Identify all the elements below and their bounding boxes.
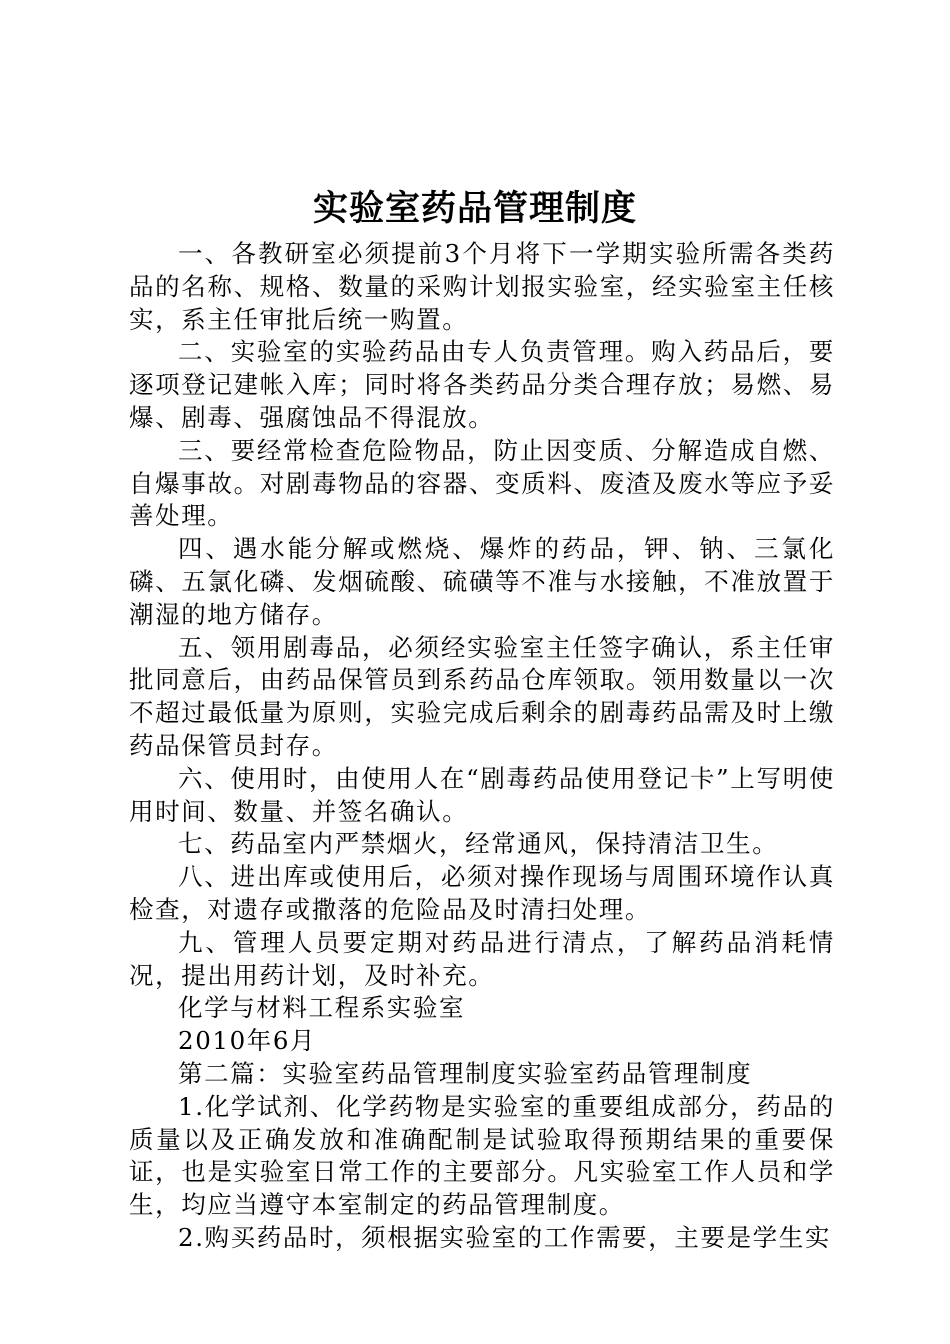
section-heading: 第二篇：实验室药品管理制度实验室药品管理制度 [178, 1058, 753, 1088]
paragraph-5: 五、领用剧毒品，必须经实验室主任签字确认，系主任审批同意后，由药品保管员到系药品仓库领取。领用数量以一次不超过最低量为原则，实验完成后剩余的剧毒药品需及时上缴药品保管员封存。 [129, 632, 835, 760]
document-body [129, 238, 835, 1255]
document-title: 实验室药品管理制度 [312, 188, 637, 229]
paragraph-6: 六、使用时，由使用人在“剧毒药品使用登记卡”上写明使用时间、数量、并签名确认。 [129, 763, 835, 826]
paragraph-12: 1.化学试剂、化学药物是实验室的重要组成部分，药品的质量以及正确发放和准确配制是试验取得预期结果的重要保证，也是实验室日常工作的主要部分。凡实验室工作人员和学生，均应当遵守本室制定的药品管理制度。 [129, 1091, 835, 1220]
paragraph-8: 八、进出库或使用后，必须对操作现场与周围环境作认真检查，对遗存或撒落的危险品及时清扫处理。 [129, 862, 835, 924]
paragraph-4: 四、遇水能分解或燃烧、爆炸的药品，钾、钠、三氯化磷、五氯化磷、发烟硫酸、硫磺等不准与水接触，不准放置于潮湿的地方储存。 [129, 534, 835, 629]
paragraph-3: 三、要经常检查危险物品，防止因变质、分解造成自燃、自爆事故。对剧毒物品的容器、变质料、废渣及废水等应予妥善处理。 [129, 435, 835, 531]
paragraph-13: 2.购买药品时，须根据实验室的工作需要，主要是学生实 [178, 1222, 831, 1252]
paragraph-9: 九、管理人员要定期对药品进行清点，了解药品消耗情况，提出用药计划，及时补充。 [129, 927, 835, 990]
signature-department: 化学与材料工程系实验室 [178, 993, 466, 1023]
signature-date: 2010年6月 [178, 1026, 317, 1056]
paragraph-1: 一、各教研室必须提前3个月将下一学期实验所需各类药品的名称、规格、数量的采购计划报实验室，经实验室主任核实，系主任审批后统一购置。 [129, 239, 835, 334]
paragraph-2: 二、实验室的实验药品由专人负责管理。购入药品后，要逐项登记建帐入库；同时将各类药品分类合理存放；易燃、易爆、剧毒、强腐蚀品不得混放。 [129, 337, 835, 432]
paragraph-7: 七、药品室内严禁烟火，经常通风，保持清洁卫生。 [178, 829, 779, 859]
